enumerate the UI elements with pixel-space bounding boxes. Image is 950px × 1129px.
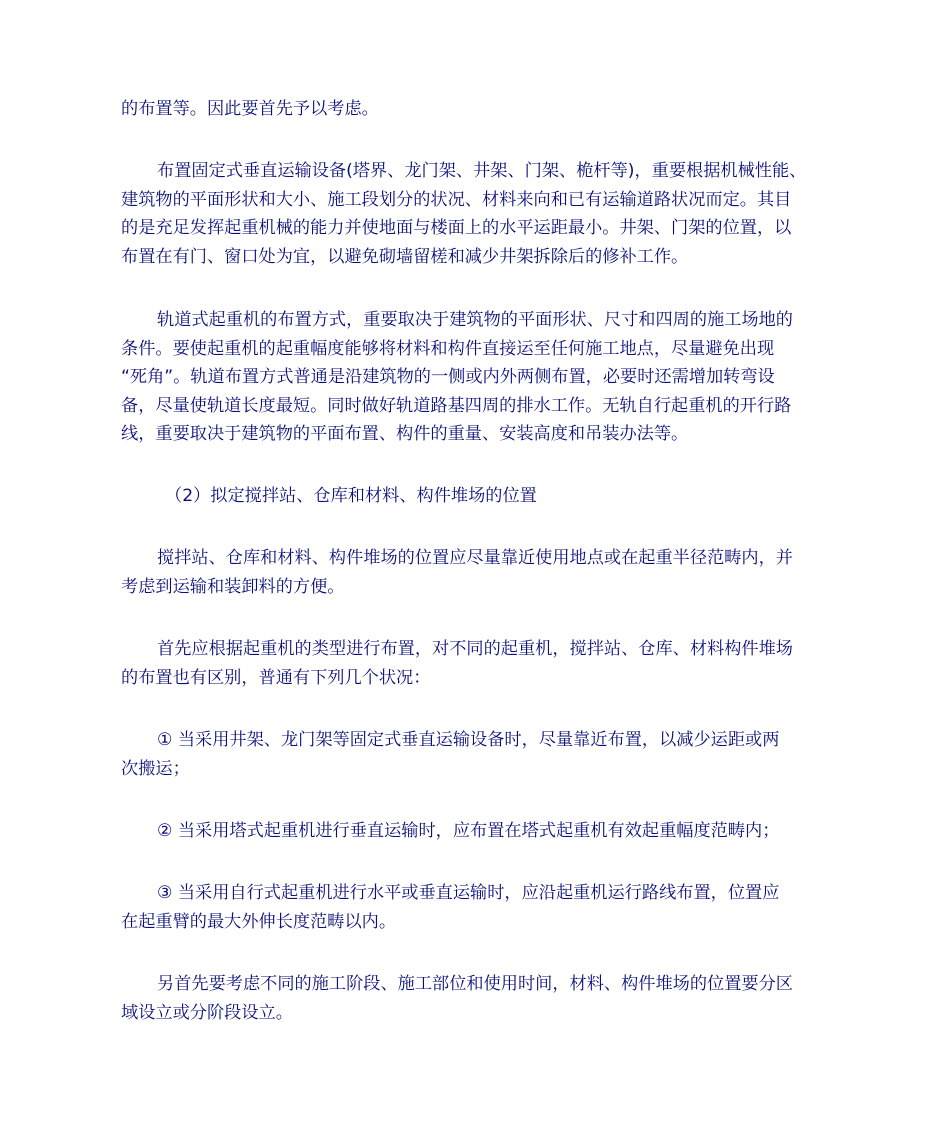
text-line: 轨道式起重机的布置方式，重要取决于建筑物的平面形状、尺寸和四周的施工场地的 xyxy=(157,310,793,330)
paragraph-continuation xyxy=(121,95,837,124)
text-line: 的布置也有区别，普通有下列几个状况： xyxy=(121,667,431,688)
text-line: 另首先要考虑不同的施工阶段、施工部位和使用时间，材料、构件堆场的位置要分区 xyxy=(157,974,793,994)
list-item-1 xyxy=(121,726,837,783)
text-line: 布置在有门、窗口处为宜，以避免砌墙留槎和减少井架拆除后的修补工作。 xyxy=(121,246,689,267)
text-line: 次搬运； xyxy=(121,758,190,779)
text-line: 布置固定式垂直运输设备(塔界、龙门架、井架、门架、桅杆等)，重要根据机械性能、 xyxy=(157,161,807,181)
text-line: 条件。要使起重机的起重幅度能够将材料和构件直接运至任何施工地点，尽量避免出现 xyxy=(121,338,775,359)
list-item-3 xyxy=(121,879,837,936)
paragraph-rail-crane xyxy=(121,306,837,449)
text-line: “死角”。轨道布置方式普通是沿建筑物的一侧或内外两侧布置，必要时还需增加转弯设 xyxy=(121,367,775,387)
paragraph-vertical-transport xyxy=(121,157,837,271)
text-line: 建筑物的平面形状和大小、施工段划分的状况、材料来向和已有运输道路状况而定。其目 xyxy=(121,189,792,210)
text-line: 的布置等。因此要首先予以考虑。 xyxy=(121,99,379,119)
heading-line: （2）拟定搅拌站、仓库和材料、构件堆场的位置 xyxy=(165,486,537,506)
text-line: 考虑到运输和装卸料的方便。 xyxy=(121,576,345,597)
text-line: ② 当采用塔式起重机进行垂直运输时，应布置在塔式起重机有效起重幅度范畴内； xyxy=(157,821,780,841)
text-line: 首先应根据起重机的类型进行布置，对不同的起重机，搅拌站、仓库、材料构件堆场 xyxy=(157,639,793,659)
list-item-2 xyxy=(121,817,837,846)
text-line: 线，重要取决于建筑物的平面布置、构件的重量、安装高度和吊装办法等。 xyxy=(121,424,689,444)
text-line: ③ 当采用自行式起重机进行水平或垂直运输时，应沿起重机运行路线布置，位置应 xyxy=(157,883,780,903)
text-line: 域设立或分阶段设立。 xyxy=(121,1002,293,1023)
text-line: 备，尽量使轨道长度最短。同时做好轨道路基四周的排水工作。无轨自行起重机的开行路 xyxy=(121,395,792,416)
text-line: 的是充足发挥起重机械的能力并使地面与楼面上的水平运距最小。井架、门架的位置，以 xyxy=(121,218,792,238)
paragraph-crane-type xyxy=(121,635,837,692)
text-line: 在起重臂的最大外伸长度范畴以内。 xyxy=(121,911,397,932)
text-line: ① 当采用井架、龙门架等固定式垂直运输设备时，尽量靠近布置，以减少运距或两 xyxy=(157,730,780,750)
paragraph-stages xyxy=(121,970,837,1027)
paragraph-mixing-station xyxy=(121,544,837,601)
section-heading xyxy=(121,482,837,511)
text-line: 搅拌站、仓库和材料、构件堆场的位置应尽量靠近使用地点或在起重半径范畴内，并 xyxy=(157,548,793,568)
